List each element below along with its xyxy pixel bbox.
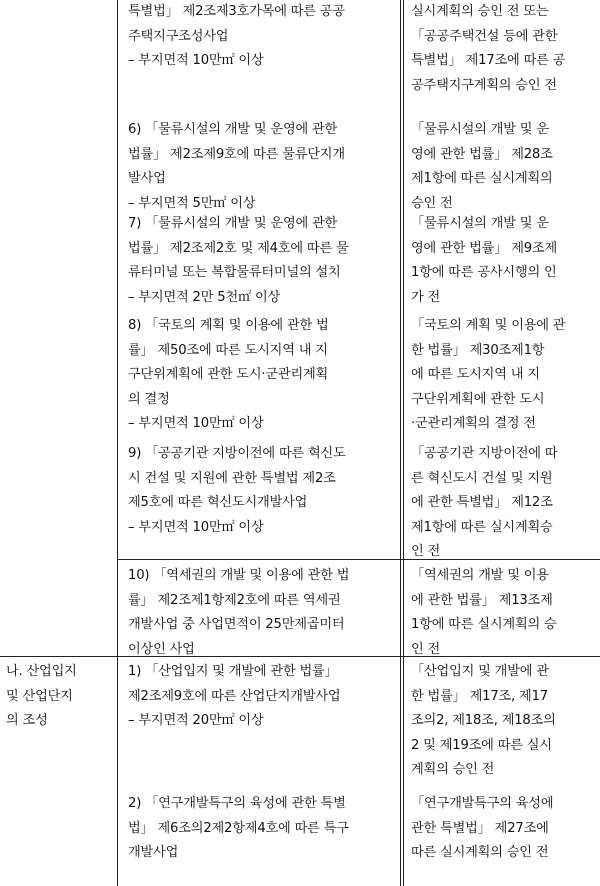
column-divider-left (117, 0, 118, 886)
row-0-timing: 실시계획의 승인 전 또는 「공공주택건설 등에 관한 특별법」 제17조에 따른 공 공주택지구계획의 승인 전 (411, 4, 566, 93)
row-2-description: 7) 「물류시설의 개발 및 운영에 관한 법률」 제2조제2호 및 제4호에 따른 물 류터미널 또는 복합물류터미널의 설치 – 부지면적 2만 5천㎡ 이상 (128, 216, 349, 305)
row-0-description: 특별법」 제2조제3호가목에 따른 공공 주택지구조성사업 – 부지면적 10만㎡ 이상 (128, 4, 345, 68)
row-4-description: 9) 「공공기관 지방이전에 따른 혁신도 시 건설 및 지원에 관한 특별법 제2조 제5호에 따른 혁신도시개발사업 – 부지면적 10만㎡ 이상 (128, 446, 346, 535)
column-divider-mid-b (403, 0, 404, 886)
row-1-description: 6) 「물류시설의 개발 및 운영에 관한 법률」 제2조제9호에 따른 물류단지개 발사업 – 부지면적 5만㎡ 이상 (128, 122, 345, 211)
row-7-timing: 「연구개발특구의 육성에 관한 특별법」 제27조에 따른 실시계획의 승인 전 (411, 796, 554, 860)
row-6-timing: 「산업입지 및 개발에 관 한 법률」 제17조, 제17 조의2, 제18조, 제18조의 2 및 제19조에 따른 실시 계획의 승인 전 (411, 664, 556, 777)
row-1-timing: 「물류시설의 개발 및 운 영에 관한 법률」 제28조 제1항에 따른 실시계획의 승인 전 (411, 122, 553, 211)
row-2-timing: 「물류시설의 개발 및 운 영에 관한 법률」 제9조제 1항에 따른 공사시행의 인 가 전 (411, 216, 558, 305)
row-5-description: 10) 「역세권의 개발 및 이용에 관한 법 률」 제2조제1항제2호에 따른 역세권 개발사업 중 사업면적이 25만제곱미터 이상인 사업 (128, 568, 350, 657)
row-6-description: 1) 「산업입지 및 개발에 관한 법률」 제2조제9호에 따른 산업단지개발사업 – 부지면적 20만㎡ 이상 (128, 664, 341, 728)
category-cell: 나. 산업입지 및 산업단지 의 조성 (6, 664, 77, 728)
row-4-timing: 「공공기관 지방이전에 따 른 혁신도시 건설 및 지원 에 관한 특별법」 제12조 제1항에 따른 실시계획승 인 전 (411, 446, 558, 559)
row-3-description: 8) 「국토의 계획 및 이용에 관한 법 률」 제50조에 따른 도시지역 내 지 구단위계획에 관한 도시·군관리계획 의 결정 – 부지면적 10만㎡ 이상 (128, 318, 329, 431)
row-7-description: 2) 「연구개발특구의 육성에 관한 특별 법」 제6조의2제2항제4호에 따른 특구 개발사업 (128, 796, 349, 860)
column-divider-mid-a (400, 0, 401, 886)
row-3-timing: 「국토의 계획 및 이용에 관 한 법률」 제30조제1항 에 따른 도시지역 내 지 구단위계획에 관한 도시 ·군관리계획의 결정 전 (411, 318, 566, 431)
row-5-timing: 「역세권의 개발 및 이용 에 관한 법률」 제13조제 1항에 따른 실시계획의 승 인 전 (411, 568, 557, 657)
